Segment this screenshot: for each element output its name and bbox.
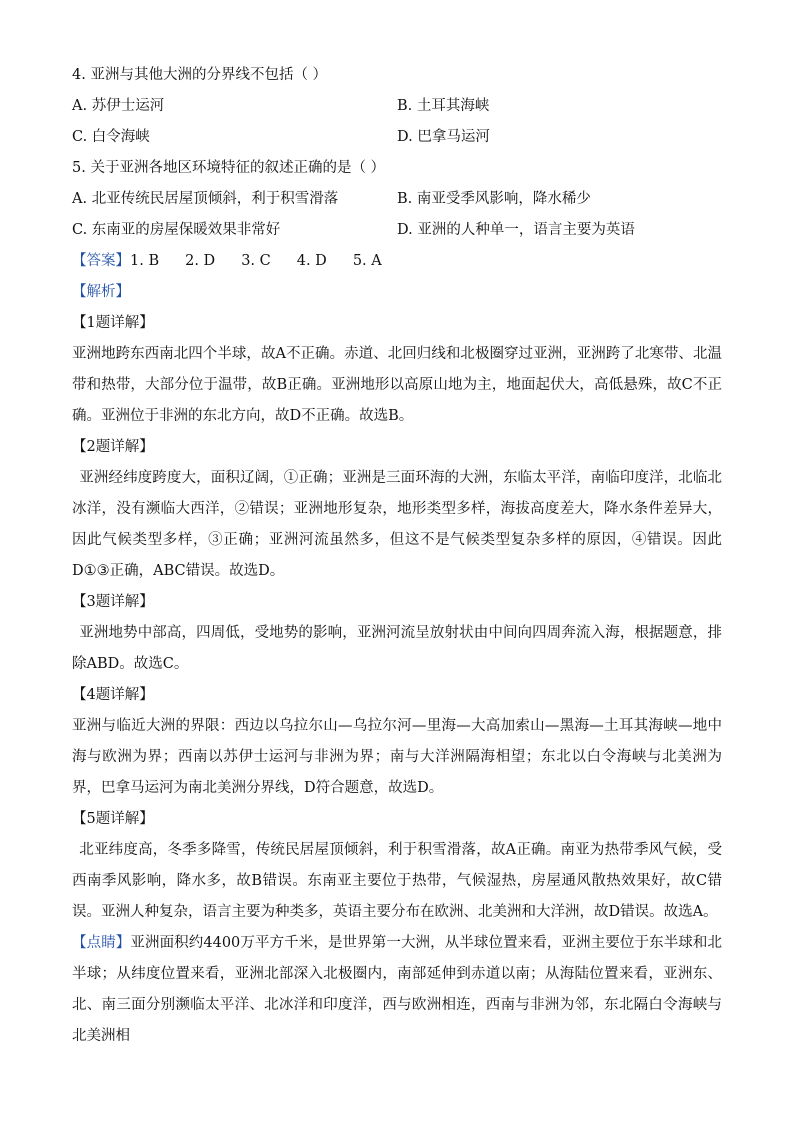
question-5-option-c: C. 东南亚的房屋保暖效果非常好 [72,222,281,238]
question-5-stem: 5. 关于亚洲各地区环境特征的叙述正确的是（ ） [72,160,386,176]
detail-4-title: 【4题详解】 [72,687,154,703]
detail-4-text: 亚洲与临近大洲的界限：西边以乌拉尔山—乌拉尔河—里海—大高加索山—黑海—土耳其海峡—地中海与欧洲为界；西南以苏伊士运河与非洲为界；南与大洋洲隔海相望；东北以白令海峡与北美洲为界，巴拿马运河为南北美洲分界线，D符合题意，故选D。 [72,718,722,796]
question-5-option-d: D. 亚洲的人种单一，语言主要为英语 [397,222,635,238]
question-5-options-row-2 [72,215,722,246]
answer-item: 3. C [241,253,271,269]
detail-2-text: 亚洲经纬度跨度大，面积辽阔，①正确；亚洲是三面环海的大洲，东临太平洋，南临印度洋，北临北冰洋，没有濒临大西洋，②错误；亚洲地形复杂，地形类型多样，海拔高度差大，降水条件差异大，因此气候类型多样，③正确；亚洲河流虽然多，但这不是气候类型复杂多样的原因，④错误。因此D①③正确，ABC错误。故选D。 [72,470,722,579]
answer-item: 5. A [352,253,382,269]
answer-item: 2. D [185,253,216,269]
detail-5-text: 北亚纬度高，冬季多降雪，传统民居屋顶倾斜，利于积雪滑落，故A正确。南亚为热带季风气候，受西南季风影响，降水多，故B错误。东南亚主要位于热带，气候湿热，房屋通风散热效果好，故C错误。亚洲人种复杂，语言主要为种类多，英语主要分布在欧洲、北美洲和大洋洲，故D错误。故选A。 [72,842,722,920]
question-4-options-row-1 [72,91,722,122]
detail-1-title: 【1题详解】 [72,315,154,331]
question-5-option-a: A. 北亚传统民居屋顶倾斜，利于积雪滑落 [72,191,339,207]
answer-label: 【答案】 [72,253,130,269]
analysis-label: 【解析】 [72,284,130,300]
answer-item: 1. B [130,253,160,269]
dianjing-text: 亚洲面积约4400万平方千米，是世界第一大洲，从半球位置来看，亚洲主要位于东半球和北半球；从纬度位置来看，亚洲北部深入北极圈内，南部延伸到赤道以南；从海陆位置来看，亚洲东、北、南三面分别濒临太平洋、北冰洋和印度洋，西与欧洲相连，西南与非洲为邻，东北隔白令海峡与北美洲相 [72,935,722,1044]
question-4-stem: 4. 亚洲与其他大洲的分界线不包括（ ） [72,67,328,83]
question-4-options-row-2 [72,122,722,153]
question-4-option-a: A. 苏伊士运河 [72,98,165,114]
detail-1-text: 亚洲地跨东西南北四个半球，故A不正确。赤道、北回归线和北极圈穿过亚洲，亚洲跨了北寒带、北温带和热带，大部分位于温带，故B正确。亚洲地形以高原山地为主，地面起伏大，高低悬殊，故C不正确。亚洲位于非洲的东北方向，故D不正确。故选B。 [72,346,722,424]
detail-3-text: 亚洲地势中部高，四周低，受地势的影响，亚洲河流呈放射状由中间向四周奔流入海，根据题意，排除ABD。故选C。 [72,625,722,672]
question-4-option-b: B. 土耳其海峡 [397,98,490,114]
detail-2-title: 【2题详解】 [72,439,154,455]
question-5-options-row-1 [72,184,722,215]
detail-5-title: 【5题详解】 [72,811,154,827]
answer-line [72,246,722,277]
detail-3-title: 【3题详解】 [72,594,154,610]
question-4-option-c: C. 白令海峡 [72,129,150,145]
dianjing-label: 【点睛】 [72,935,131,951]
question-5-option-b: B. 南亚受季风影响，降水稀少 [397,191,591,207]
document-page [72,60,722,1052]
dianjing-paragraph [72,928,722,1052]
question-4-option-d: D. 巴拿马运河 [397,129,490,145]
answer-item: 4. D [296,253,327,269]
